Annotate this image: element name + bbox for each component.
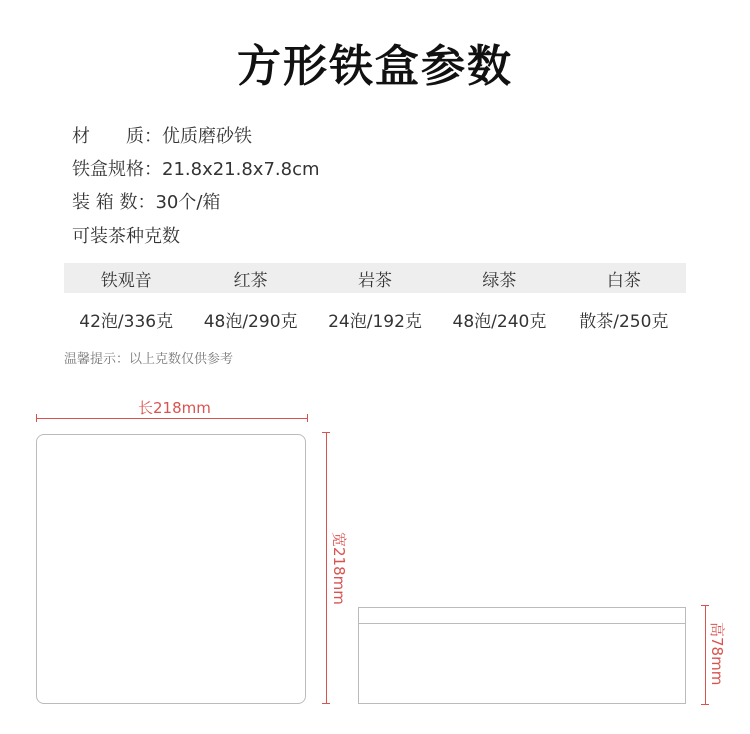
width-dimension-label: 宽218mm bbox=[330, 532, 348, 605]
height-dimension-line bbox=[705, 605, 706, 705]
spec-material bbox=[72, 125, 252, 149]
width-dimension-tick-bottom bbox=[322, 703, 330, 704]
table-header-cell: 铁观音 bbox=[100, 270, 152, 291]
table-header-cell: 白茶 bbox=[606, 270, 641, 291]
table-cell: 散茶/250克 bbox=[579, 311, 669, 332]
length-dimension-tick-left bbox=[36, 414, 37, 422]
table-header-cell: 红茶 bbox=[233, 270, 268, 291]
length-dimension-line bbox=[36, 418, 308, 419]
length-dimension-tick-right bbox=[307, 414, 308, 422]
table-cell: 48泡/240克 bbox=[452, 311, 547, 332]
table-header bbox=[64, 263, 686, 293]
spec-label: 装 箱 数： bbox=[72, 192, 156, 213]
tea-capacity-table bbox=[64, 263, 686, 345]
table-header-cell: 岩茶 bbox=[358, 270, 393, 291]
width-dimension-tick-top bbox=[322, 432, 330, 433]
table-cell: 42泡/336克 bbox=[79, 311, 174, 332]
spec-value: 30个/箱 bbox=[155, 192, 221, 213]
table-cell: 48泡/290克 bbox=[203, 311, 298, 332]
height-dimension-tick-bottom bbox=[701, 704, 709, 705]
width-dimension-line bbox=[326, 432, 327, 704]
table-header-cell: 绿茶 bbox=[482, 270, 517, 291]
page-title: 方形铁盒参数 bbox=[237, 41, 513, 92]
spec-value: 21.8x21.8x7.8cm bbox=[162, 159, 320, 180]
tin-box-top-view bbox=[36, 434, 306, 704]
table-cell: 24泡/192克 bbox=[328, 311, 422, 332]
tin-box-lid-line bbox=[359, 623, 685, 624]
height-dimension-tick-top bbox=[701, 605, 709, 606]
height-dimension-label: 高78mm bbox=[708, 622, 726, 686]
length-dimension-label: 长218mm bbox=[138, 399, 211, 417]
tin-box-side-view bbox=[358, 607, 686, 704]
tip-note: 温馨提示：以上克数仅供参考 bbox=[64, 352, 234, 367]
spec-tea-capacity bbox=[72, 225, 180, 249]
table-row bbox=[64, 293, 686, 345]
spec-label: 可装茶种克数 bbox=[72, 226, 180, 247]
spec-box-count bbox=[72, 191, 220, 215]
spec-label: 材 质： bbox=[72, 126, 162, 147]
spec-value: 优质磨砂铁 bbox=[162, 126, 252, 147]
spec-label: 铁盒规格： bbox=[72, 159, 162, 180]
spec-size bbox=[72, 158, 320, 182]
